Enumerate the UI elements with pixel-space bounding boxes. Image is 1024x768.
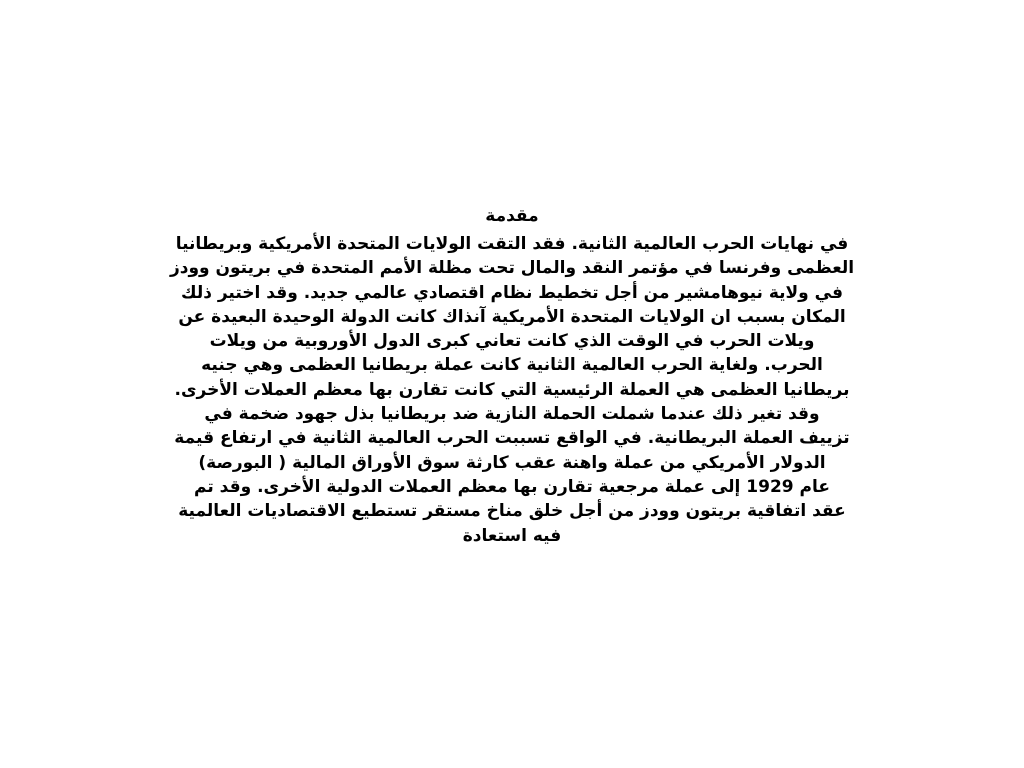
text-line: الدولار الأمريكي من عملة واهنة عقب كارثة سوق الأوراق المالية ( البورصة)	[198, 452, 826, 473]
text-line: في ولاية نيوهامشير من أجل تخطيط نظام اقتصادي عالمي جديد. وقد اختير ذلك	[181, 282, 843, 303]
text-line: تزييف العملة البريطانية. في الواقع تسببت الحرب العالمية الثانية في ارتفاع قيمة	[174, 428, 850, 449]
text-line: العظمى وفرنسا في مؤتمر النقد والمال تحت مظلة الأمم المتحدة في بريتون وودز	[169, 258, 855, 279]
text-line: فيه استعادة	[462, 525, 562, 546]
text-line: ويلات الحرب في الوقت الذي كانت تعاني كبرى الدول الأوروبية من ويلات	[209, 331, 815, 352]
text-line: عام 1929 إلى عملة مرجعية تقارن بها معظم العملات الدولية الأخرى. وقد تم	[194, 476, 830, 497]
slide-title: مقدمة	[485, 206, 539, 226]
slide-content	[86, 200, 938, 548]
text-line: وقد تغير ذلك عندما شملت الحملة النازية ضد بريطانيا بذل جهود ضخمة في	[204, 404, 820, 425]
text-line: عقد اتفاقية بريتون وودز من أجل خلق مناخ مستقر تستطيع الاقتصاديات العالمية	[178, 501, 846, 522]
text-line: في نهايات الحرب العالمية الثانية. فقد التقت الولايات المتحدة الأمريكية وبريطانيا	[175, 234, 849, 254]
text-line: بريطانيا العظمى هي العملة الرئيسية التي كانت تقارن بها معظم العملات الأخرى.	[174, 379, 850, 400]
text-line: المكان بسبب ان الولايات المتحدة الأمريكية آنذاك كانت الدولة الوحيدة البعيدة عن	[178, 306, 846, 327]
paragraph	[86, 232, 938, 548]
text-line: الحرب. ولغاية الحرب العالمية الثانية كانت عملة بريطانيا العظمى وهي جنيه	[201, 355, 823, 376]
